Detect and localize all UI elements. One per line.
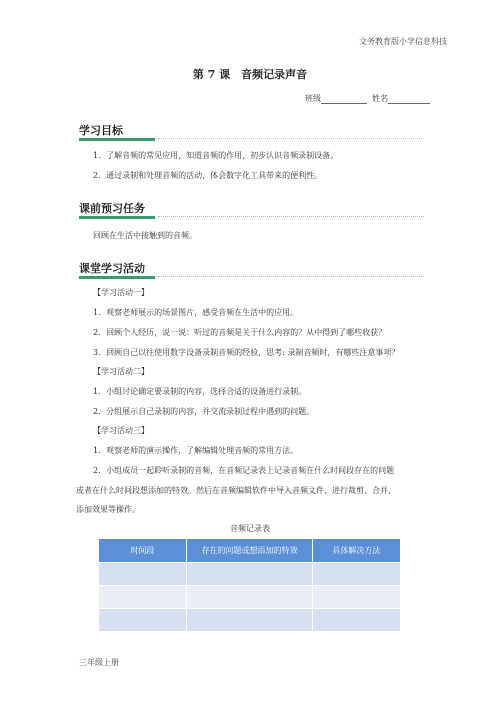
table-cell[interactable] bbox=[312, 563, 400, 586]
section-preview-title: 课前预习任务 bbox=[79, 202, 145, 215]
publisher-header: 文务教育版小学信息科技 bbox=[359, 37, 447, 46]
section-goals-title: 学习目标 bbox=[79, 124, 123, 137]
section-preview-heading bbox=[79, 200, 145, 216]
table-cell[interactable] bbox=[99, 586, 187, 609]
preview-task: 回顾在生活中接触到的音频。 bbox=[93, 231, 197, 240]
table-header-row bbox=[99, 539, 401, 563]
table-caption: 音频记录表 bbox=[230, 524, 270, 533]
activity-3-item-2-cont-2: 添加效果等操作。 bbox=[76, 505, 140, 514]
section-goals-divider bbox=[158, 138, 424, 139]
goal-item-2: 2．通过录制和处理音频的活动，体会数字化工具带来的便利性。 bbox=[93, 171, 323, 180]
table-cell[interactable] bbox=[187, 609, 313, 632]
activity-3-item-2-cont-1: 或者在什么时间段想添加的特效。然后在音频编辑软件中导入音频文件，进行裁剪、合并、 bbox=[76, 486, 396, 495]
table-header-cell: 时间段 bbox=[99, 539, 187, 563]
section-activities-divider bbox=[158, 276, 424, 277]
table-header-cell: 存在的问题或想添加的特效 bbox=[187, 539, 313, 563]
section-activities-heading bbox=[79, 260, 145, 276]
section-activities-bar bbox=[79, 276, 155, 279]
table-header-cell: 具体解决方法 bbox=[312, 539, 400, 563]
section-preview-divider bbox=[158, 216, 424, 217]
section-activities-title: 课堂学习活动 bbox=[79, 262, 145, 275]
table-cell[interactable] bbox=[99, 563, 187, 586]
audio-record-table bbox=[98, 538, 401, 632]
activity-1-item-1: 1．观察老师展示的场景图片，感受音频在生活中的应用。 bbox=[93, 308, 299, 317]
table-row bbox=[99, 609, 401, 632]
table-cell[interactable] bbox=[312, 609, 400, 632]
activity-2-label: 【学习活动二】 bbox=[93, 367, 149, 376]
activity-1-item-3: 3．回顾自己以往使用数字设备录制音频的经验，思考: 录制音频时，有哪些注意事项？ bbox=[93, 348, 400, 357]
footer-grade: 三年级上册 bbox=[79, 658, 119, 667]
activity-3-item-1: 1．观察老师的演示操作，了解编辑处理音频的常用方法。 bbox=[93, 446, 299, 455]
goal-item-1: 1．了解音频的常见应用，知道音频的作用，初步认识音频录制设备。 bbox=[93, 151, 339, 160]
activity-3-item-2: 2．小组成员一起聆听录制的音频，在音频记录表上记录音频在什么时间段存在的问题 bbox=[93, 466, 395, 475]
activity-1-item-2: 2．回顾个人经历，说一说：听过的音频是关于什么内容的？从中得到了哪些收获？ bbox=[93, 328, 387, 337]
table-cell[interactable] bbox=[99, 609, 187, 632]
activity-2-item-2: 2．分组展示自己录制的内容，并交流录制过程中遇到的问题。 bbox=[93, 407, 315, 416]
section-preview-bar bbox=[79, 216, 155, 219]
table-cell[interactable] bbox=[312, 586, 400, 609]
name-blank[interactable] bbox=[388, 94, 430, 104]
table-row bbox=[99, 586, 401, 609]
section-goals-bar bbox=[79, 138, 155, 141]
name-label: 姓名 bbox=[372, 94, 389, 103]
section-goals-heading bbox=[79, 122, 123, 138]
activity-3-label: 【学习活动三】 bbox=[93, 426, 149, 435]
activity-1-label: 【学习活动一】 bbox=[93, 288, 149, 297]
lesson-title: 第 7 课 音频记录声音 bbox=[192, 68, 308, 81]
activity-2-item-1: 1．小组讨论确定要录制的内容，选择合适的设备进行录制。 bbox=[93, 387, 307, 396]
class-label: 班级 bbox=[305, 94, 321, 103]
class-blank[interactable] bbox=[321, 94, 367, 104]
student-info-line bbox=[305, 93, 430, 104]
table-row bbox=[99, 563, 401, 586]
table-cell[interactable] bbox=[187, 563, 313, 586]
table-cell[interactable] bbox=[187, 586, 313, 609]
